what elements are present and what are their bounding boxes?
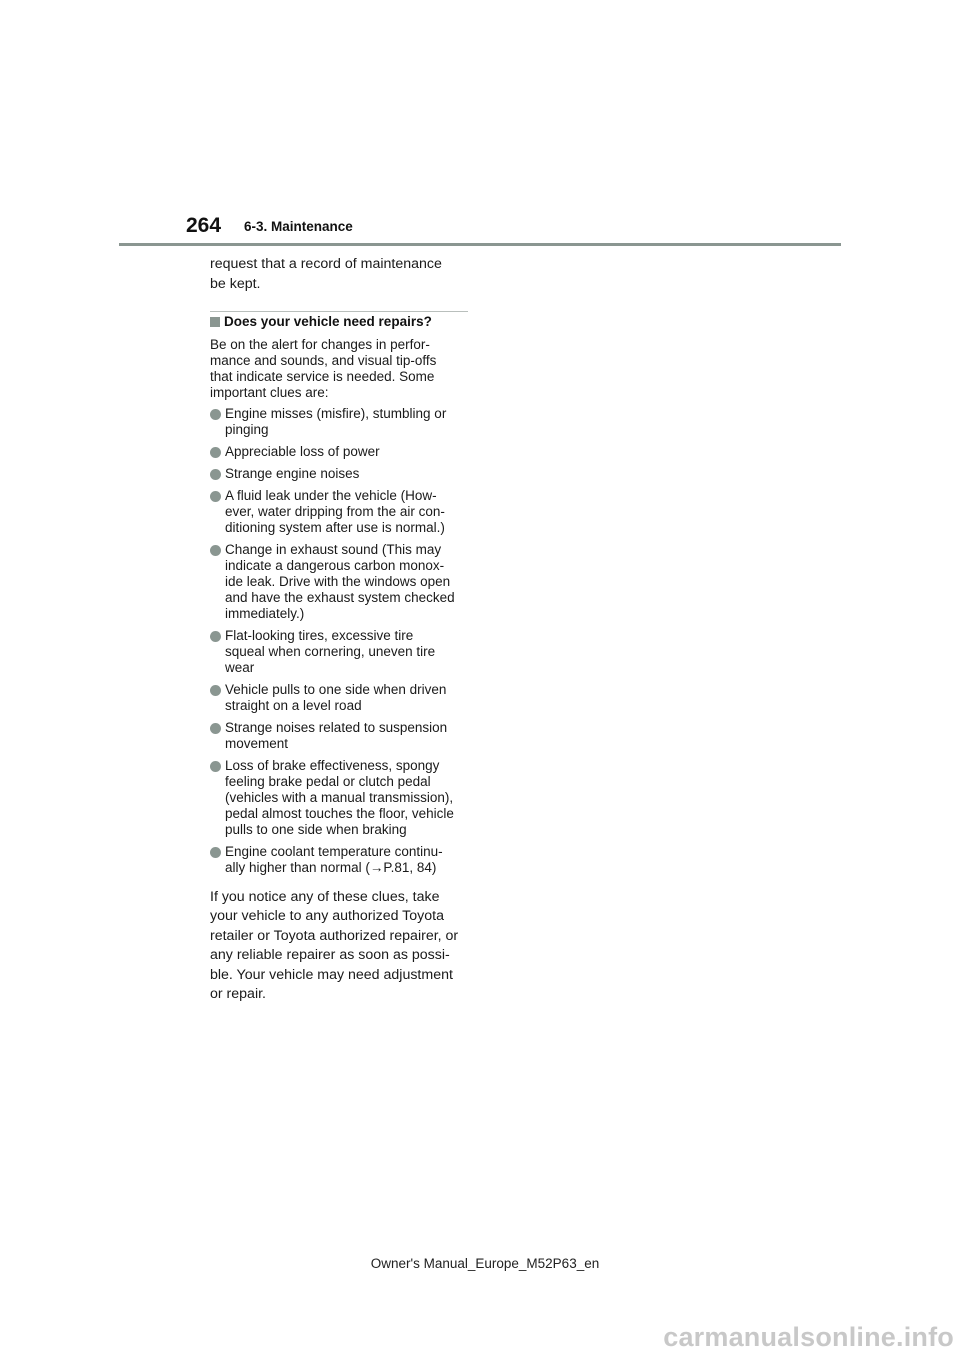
- section-divider: [210, 311, 468, 312]
- circle-bullet-icon: [210, 685, 221, 696]
- list-item-line: Loss of brake effectiveness, spongy: [225, 758, 440, 773]
- list-item-line: indicate a dangerous carbon monox-: [225, 558, 445, 573]
- list-item-line: movement: [225, 736, 289, 751]
- list-item-line: pedal almost touches the floor, vehicle: [225, 806, 454, 821]
- list-item: [210, 682, 472, 714]
- list-item-line: Vehicle pulls to one side when driven: [225, 682, 447, 697]
- subheading-text: Does your vehicle need repairs?: [224, 314, 432, 329]
- list-item: [210, 720, 472, 752]
- closing-line: ble. Your vehicle may need adjustment: [210, 966, 453, 983]
- footer-text: Owner's Manual_Europe_M52P63_en: [370, 1256, 600, 1271]
- circle-bullet-icon: [210, 545, 221, 556]
- list-item-line: Appreciable loss of power: [225, 444, 380, 459]
- closing-line: or repair.: [210, 986, 266, 1003]
- list-item: [210, 406, 472, 438]
- intro-paragraph: [210, 254, 472, 294]
- circle-bullet-icon: [210, 447, 221, 458]
- page-number: 264: [186, 214, 222, 237]
- list-item-line: Strange noises related to suspension: [225, 720, 448, 735]
- intro-line: be kept.: [210, 276, 261, 292]
- circle-bullet-icon: [210, 847, 221, 858]
- list-item-line: Engine coolant temperature continu-: [225, 844, 443, 859]
- body-line: Be on the alert for changes in perfor-: [210, 337, 430, 352]
- closing-line: your vehicle to any authorized Toyota: [210, 908, 444, 925]
- list-item-line: ditioning system after use is normal.): [225, 520, 445, 535]
- list-item-line: pulls to one side when braking: [225, 822, 407, 837]
- subheading: [210, 314, 432, 329]
- watermark: carmanualsonline.info: [663, 1322, 954, 1352]
- circle-bullet-icon: [210, 631, 221, 642]
- list-item: [210, 444, 472, 460]
- body-line: important clues are:: [210, 385, 329, 400]
- circle-bullet-icon: [210, 723, 221, 734]
- list-item-line: feeling brake pedal or clutch pedal: [225, 774, 431, 789]
- body-line: that indicate service is needed. Some: [210, 369, 435, 384]
- list-item-line: ide leak. Drive with the windows open: [225, 574, 451, 589]
- circle-bullet-icon: [210, 409, 221, 420]
- square-bullet-icon: [210, 317, 220, 327]
- closing-line: any reliable repairer as soon as possi-: [210, 947, 450, 964]
- intro-line: request that a record of maintenance: [210, 256, 442, 272]
- list-item-line: pinging: [225, 422, 269, 437]
- header-rule: [119, 243, 841, 246]
- list-item-line: wear: [225, 660, 255, 675]
- list-item: [210, 466, 472, 482]
- list-item-line: ally higher than normal (→P.81, 84): [225, 860, 437, 875]
- closing-paragraph: [210, 888, 472, 1004]
- section-title: 6-3. Maintenance: [244, 219, 353, 234]
- list-item-line: A fluid leak under the vehicle (How-: [225, 488, 437, 503]
- body-line: mance and sounds, and visual tip-offs: [210, 353, 437, 368]
- list-item: [210, 758, 472, 838]
- list-item: [210, 488, 472, 536]
- body-paragraph: [210, 337, 472, 401]
- closing-line: retailer or Toyota authorized repairer, or: [210, 927, 459, 944]
- list-item-line: Engine misses (misfire), stumbling or: [225, 406, 447, 421]
- circle-bullet-icon: [210, 491, 221, 502]
- list-item-line: Strange engine noises: [225, 466, 360, 481]
- list-item: [210, 844, 472, 876]
- list-item-line: straight on a level road: [225, 698, 362, 713]
- list-item-line: Change in exhaust sound (This may: [225, 542, 442, 557]
- list-item-line: (vehicles with a manual transmission),: [225, 790, 454, 805]
- list-item-line: ever, water dripping from the air con-: [225, 504, 445, 519]
- list-item-line: Flat-looking tires, excessive tire: [225, 628, 414, 643]
- list-item-line: squeal when cornering, uneven tire: [225, 644, 436, 659]
- closing-line: If you notice any of these clues, take: [210, 889, 440, 905]
- clue-list: [210, 406, 472, 882]
- list-item: [210, 542, 472, 622]
- circle-bullet-icon: [210, 761, 221, 772]
- circle-bullet-icon: [210, 469, 221, 480]
- list-item: [210, 628, 472, 676]
- list-item-line: immediately.): [225, 606, 305, 621]
- list-item-line: and have the exhaust system checked: [225, 590, 455, 605]
